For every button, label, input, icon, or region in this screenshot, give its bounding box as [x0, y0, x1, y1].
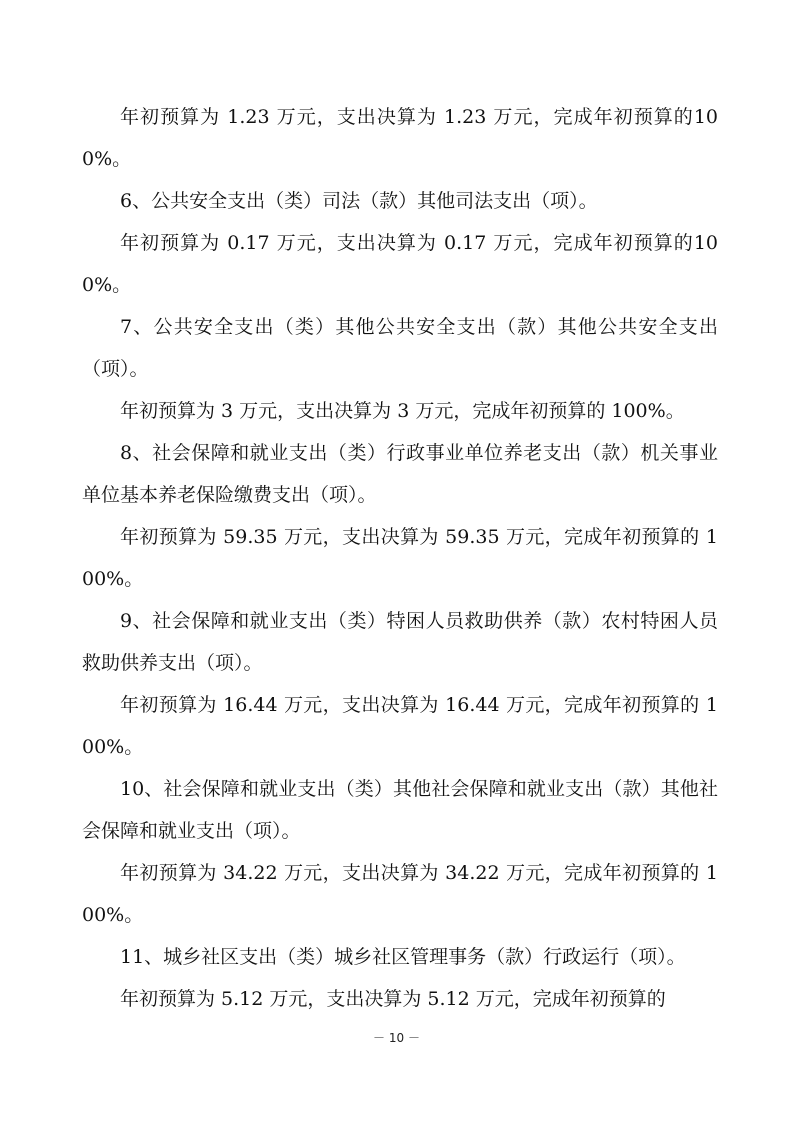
- paragraph-budget-item-5-result: 年初预算为 1.23 万元，支出决算为 1.23 万元，完成年初预算的100%。: [82, 106, 718, 170]
- paragraph-item-10-heading: 10、社会保障和就业支出（类）其他社会保障和就业支出（款）其他社会保障和就业支出（项）。: [82, 778, 718, 842]
- page-number: － 10 －: [373, 1031, 420, 1045]
- paragraph-item-11-heading: 11、城乡社区支出（类）城乡社区管理事务（款）行政运行（项）。: [120, 946, 686, 968]
- paragraph-item-6-heading: 6、公共安全支出（类）司法（款）其他司法支出（项）。: [120, 190, 598, 212]
- paragraph-item-9-heading: 9、社会保障和就业支出（类）特困人员救助供养（款）农村特困人员救助供养支出（项）。: [82, 610, 718, 674]
- paragraph-item-9-result: 年初预算为 16.44 万元，支出决算为 16.44 万元，完成年初预算的 100%。: [82, 694, 718, 758]
- document-body: [82, 96, 718, 1020]
- paragraph-item-11-result: 年初预算为 5.12 万元，支出决算为 5.12 万元，完成年初预算的: [120, 988, 666, 1010]
- paragraph-item-8-result: 年初预算为 59.35 万元，支出决算为 59.35 万元，完成年初预算的 100%。: [82, 526, 718, 590]
- paragraph-item-10-result: 年初预算为 34.22 万元，支出决算为 34.22 万元，完成年初预算的 100%。: [82, 862, 718, 926]
- paragraph-item-6-result: 年初预算为 0.17 万元，支出决算为 0.17 万元，完成年初预算的100%。: [82, 232, 718, 296]
- paragraph-item-7-heading: 7、公共安全支出（类）其他公共安全支出（款）其他公共安全支出（项）。: [82, 316, 718, 380]
- paragraph-item-7-result: 年初预算为 3 万元，支出决算为 3 万元，完成年初预算的 100%。: [120, 400, 685, 422]
- paragraph-item-8-heading: 8、社会保障和就业支出（类）行政事业单位养老支出（款）机关事业单位基本养老保险缴费支出（项）。: [82, 442, 718, 506]
